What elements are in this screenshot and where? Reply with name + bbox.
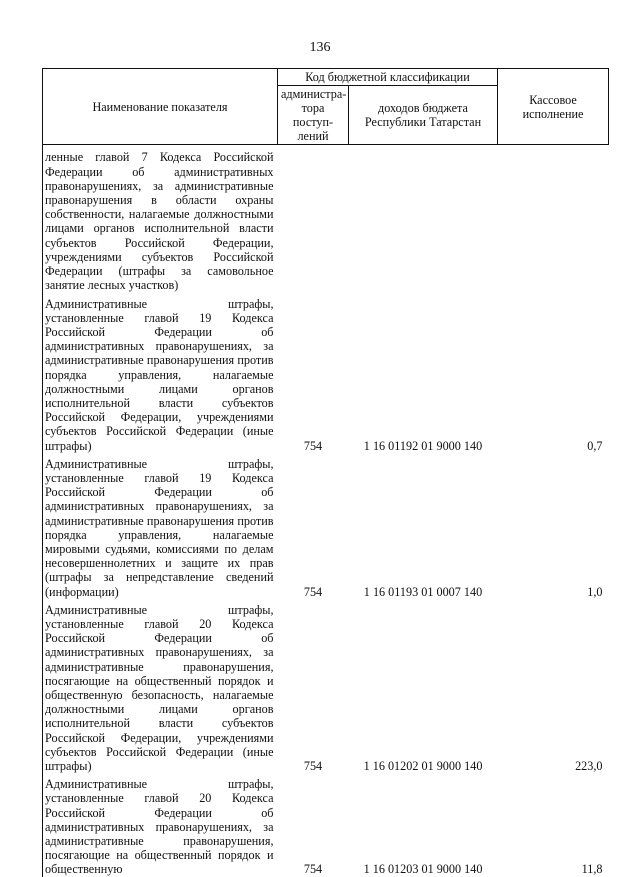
header-name: Наименование показателя — [43, 69, 278, 145]
row-code: 1 16 01203 01 9000 140 — [363, 862, 483, 877]
row-code: 1 16 01192 01 9000 140 — [363, 438, 483, 453]
table-row — [43, 293, 609, 453]
row-name: Административные штрафы, установленные главой 19 Кодекса Российской Федерации об административных правонарушениях, за административные правонарушения против порядка управления, налагаемые должностными лицами органов исполнительной власти субъектов Российской Федерации, учреждениями субъектов Российской Федерации (иные штрафы) — [43, 293, 278, 453]
table-row — [43, 599, 609, 773]
row-admin — [278, 145, 349, 293]
header-sum: Кассовое исполнение — [498, 69, 609, 145]
table-row — [43, 773, 609, 876]
table-row — [43, 453, 609, 599]
budget-table — [42, 68, 609, 877]
row-name: Административные штрафы, установленные главой 20 Кодекса Российской Федерации об административных правонарушениях, за административные правонарушения, посягающие на общественный порядок и общественную — [43, 773, 278, 876]
row-admin: 754 — [303, 438, 323, 453]
row-code: 1 16 01193 01 0007 140 — [363, 584, 483, 599]
header-admin: администра-тора поступ-лений — [278, 86, 349, 145]
table-row — [43, 145, 609, 293]
row-sum: 0,7 — [587, 438, 603, 453]
row-sum: 1,0 — [587, 584, 603, 599]
row-sum: 223,0 — [575, 759, 603, 773]
row-code: 1 16 01202 01 9000 140 — [363, 759, 483, 773]
page-number: 136 — [309, 40, 331, 55]
row-sum — [498, 145, 609, 293]
row-name: ленные главой 7 Кодекса Российской Федерации об административных правонарушениях, за административные правонарушения в области охраны собственности, налагаемые должностными лицами органов исполнительной власти субъектов Российской Федерации, учреждениями субъектов Российской Федерации (штрафы за самовольное занятие лесных участков) — [43, 145, 278, 293]
row-name: Административные штрафы, установленные главой 20 Кодекса Российской Федерации об административных правонарушениях, за административные правонарушения, посягающие на общественный порядок и общественную безопасность, налагаемые должностными лицами органов исполнительной власти субъектов Российской Федерации, учреждениями субъектов Российской Федерации (иные штрафы) — [43, 599, 278, 773]
row-sum: 11,8 — [581, 862, 603, 877]
row-name: Административные штрафы, установленные главой 19 Кодекса Российской Федерации об административных правонарушениях, за административные правонарушения против порядка управления, налагаемые мировыми судьями, комиссиями по делам несовершеннолетних и защите их прав (штрафы за непредставление сведений (информации) — [43, 453, 278, 599]
header-code-group: Код бюджетной классификации — [278, 69, 498, 86]
row-admin: 754 — [303, 862, 323, 877]
row-code — [349, 145, 498, 293]
header-income: доходов бюджета Республики Татарстан — [349, 86, 498, 145]
row-admin: 754 — [303, 759, 323, 773]
row-admin: 754 — [303, 584, 323, 599]
